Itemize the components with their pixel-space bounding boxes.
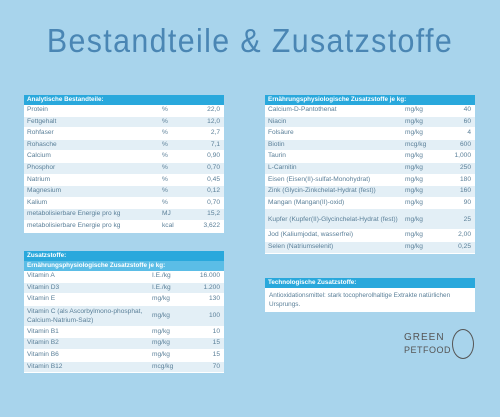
cell-unit: mcg/kg [405,140,427,148]
cell-unit: % [162,106,168,113]
cell-value: 1.200 [203,283,220,291]
table-row [24,117,224,129]
logo-line2: PETFOOD [404,345,452,355]
cell-value: 2,00 [458,231,471,239]
cell-unit: mg/kg [405,231,423,239]
cell-unit: mg/kg [152,327,170,335]
cell-value: 15 [212,339,220,347]
cell-unit: kcal [162,221,174,229]
cell-name: Calcium [27,152,51,160]
logo-line1: GREEN [404,332,445,343]
cell-value: 130 [208,295,220,303]
cell-unit: % [162,163,168,171]
cell-name: Vitamin B1 [27,327,59,335]
table-row [24,140,224,152]
technological-text: Antioxidationsmittel: stark tocopherolhaltige Extrakte natürlichen Ursprungs. [269,292,451,308]
cell-name: Vitamin B2 [27,339,59,347]
table-row [24,271,224,283]
cell-value: 15,2 [207,210,220,218]
cell-value: 0,45 [207,175,220,183]
table-row [265,105,475,117]
table-row [265,128,475,140]
table-row [24,327,224,339]
cell-value: 2,7 [210,129,220,137]
table-row [24,163,224,175]
cell-name: Eisen (Eisen(II)-sulfat-Monohydrat) [268,175,371,183]
tree-icon [452,329,474,359]
table-row [265,117,475,129]
additives-left-table [24,251,224,373]
table-row [265,242,475,254]
cell-value: 7,1 [210,140,220,148]
table-row [24,105,224,117]
cell-value: 0,70 [207,163,220,171]
additives-header: Zusatzstoffe: [24,251,224,261]
additives-right-table [265,95,475,254]
cell-name: Vitamin B6 [27,350,59,358]
cell-name: Vitamin A [27,272,55,279]
cell-value: 4 [467,129,471,137]
table-row [24,151,224,163]
cell-value: 0,70 [207,198,220,206]
cell-unit: mg/kg [152,350,170,358]
cell-unit: mg/kg [152,312,170,320]
cell-unit: % [162,129,168,137]
table-row [265,163,475,175]
cell-name: Kalium [27,198,48,206]
cell-name: Phosphor [27,163,56,171]
cell-value: 16.000 [199,272,220,279]
table-row [265,175,475,187]
cell-name: Vitamin C (als Ascorbylmono-phosphat, Calcium-Natrium-Salz) [27,307,143,324]
cell-value: 0,90 [207,152,220,160]
cell-unit: % [162,175,168,183]
cell-value: 25 [463,215,471,223]
cell-value: 600 [459,140,471,148]
table-row [265,209,475,230]
table-row [24,128,224,140]
cell-value: 180 [459,175,471,183]
cell-value: 70 [212,362,220,370]
table-row [24,186,224,198]
cell-name: Biotin [268,140,285,148]
table-row [24,175,224,187]
cell-value: 160 [459,187,471,195]
table-row [24,306,224,327]
cell-value: 100 [208,312,220,320]
cell-name: Vitamin D3 [27,283,60,291]
cell-unit: mg/kg [405,129,423,137]
cell-name: Fettgehalt [27,117,57,125]
cell-name: Natrium [27,175,51,183]
table-row [265,198,475,210]
cell-unit: % [162,117,168,125]
table-row [24,350,224,362]
analytical-header: Analytische Bestandteile: [24,95,224,105]
cell-name: Niacin [268,117,287,125]
cell-unit: mg/kg [405,163,423,171]
cell-name: Protein [27,106,48,113]
cell-name: Calcium-D-Pantothenat [268,106,337,113]
table-row [24,209,224,221]
cell-value: 22,0 [207,106,220,113]
table-row [265,140,475,152]
brand-logo [404,326,474,372]
table-row [265,230,475,242]
cell-unit: % [162,187,168,195]
cell-name: Folsäure [268,129,294,137]
cell-unit: % [162,198,168,206]
cell-value: 10 [212,327,220,335]
cell-name: Taurin [268,152,286,160]
cell-unit: mg/kg [405,152,423,160]
cell-value: 250 [459,163,471,171]
cell-name: Vitamin B12 [27,362,63,370]
cell-name: L-Carnitin [268,163,297,171]
cell-name: metabolisierbare Energie pro kg [27,210,121,218]
technological-panel [265,278,475,312]
cell-name: Vitamin E [27,295,56,303]
cell-value: 90 [463,198,471,206]
cell-name: Selen (Natriumselenit) [268,242,334,250]
table-row [24,221,224,233]
additives-subheader: Ernährungsphysiologische Zusatzstoffe je kg: [24,261,224,271]
cell-unit: mg/kg [405,117,423,125]
cell-name: Rohfaser [27,129,54,137]
table-row [24,362,224,374]
cell-name: Magnesium [27,187,62,195]
cell-unit: MJ [162,210,171,218]
cell-unit: mg/kg [152,339,170,347]
cell-value: 1,000 [454,152,471,160]
cell-name: Jod (Kaliumjodat, wasserfrei) [268,231,354,239]
cell-unit: mg/kg [405,215,423,223]
technological-header: Technologische Zusatzstoffe: [265,278,475,288]
cell-unit: mg/kg [405,106,423,113]
analytical-table [24,95,224,233]
cell-unit: % [162,152,168,160]
cell-unit: mg/kg [405,175,423,183]
cell-unit: mg/kg [405,242,423,250]
table-row [265,186,475,198]
cell-name: Mangan (Mangan(II)-oxid) [268,198,345,206]
cell-unit: mg/kg [152,295,170,303]
table-row [24,198,224,210]
additives-right-header: Ernährungsphysiologische Zusatzstoffe je kg: [265,95,475,105]
table-row [24,283,224,295]
cell-value: 40 [463,106,471,113]
cell-value: 12,0 [207,117,220,125]
cell-value: 60 [463,117,471,125]
cell-name: metabolisierbare Energie pro kg [27,221,121,229]
cell-value: 0,25 [458,242,471,250]
cell-name: Kupfer (Kupfer(II)-Glycinchelat-Hydrat (fest)) [268,215,398,223]
cell-value: 0,12 [207,187,220,195]
page-title: Bestandteile & Zusatzstoffe [46,22,454,59]
cell-unit: I.E./kg [152,283,171,291]
cell-name: Rohasche [27,140,57,148]
table-row [24,294,224,306]
table-row [265,151,475,163]
cell-value: 15 [212,350,220,358]
cell-unit: mg/kg [405,198,423,206]
cell-unit: % [162,140,168,148]
cell-unit: I.E./kg [152,272,171,279]
cell-value: 3,622 [203,221,220,229]
cell-unit: mg/kg [405,187,423,195]
cell-name: Zink (Glycin-Zinkchelat-Hydrat (fest)) [268,187,376,195]
table-row [24,338,224,350]
cell-unit: mcg/kg [152,362,174,370]
